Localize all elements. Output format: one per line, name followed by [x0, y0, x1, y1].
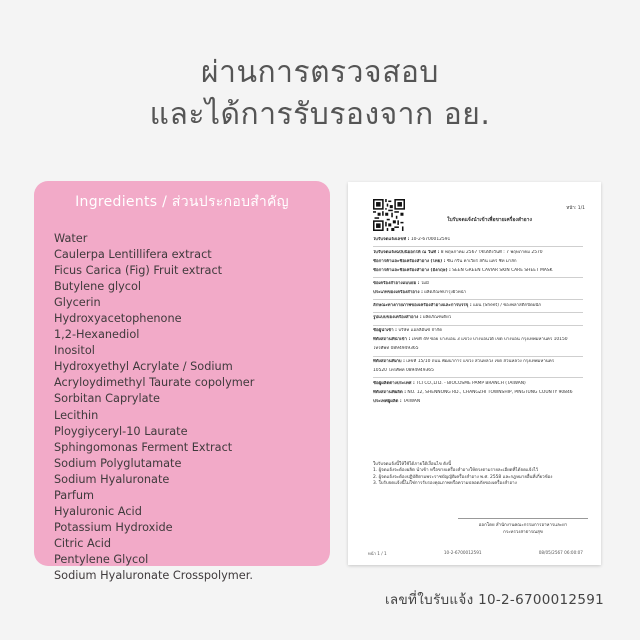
ingredient-item: Hydroxyacetophenone: [54, 312, 182, 326]
field-row: [373, 315, 583, 321]
field-row: [373, 399, 583, 405]
certificate-fields: [373, 237, 583, 409]
divider: [373, 356, 583, 357]
field-value: NO. 12, SHENNONG RD., CHANGZHI TOWNSHIP, PINGTUNG COUNTY 90846: [407, 390, 573, 396]
field-row: [373, 359, 583, 365]
field-row: [373, 328, 583, 334]
field-row: [373, 268, 583, 274]
note-heading: ใบรับจดแจ้งนี้ให้ใช้ได้ภายใต้เงื่อนไข ดังนี้: [373, 462, 452, 467]
issuer-org: สำนักงานคณะกรรมการอาหารและยา: [495, 523, 568, 528]
ingredient-item: Ficus Carica (Fig) Fruit extract: [54, 264, 223, 278]
field-value: เลขที่ 49 ซอย บางบอน 3 แขวง บางบอนใต้ เขต บางบอน กรุงเทพมหานคร 10150: [411, 337, 568, 343]
footer-number: 10-2-6700012591: [443, 550, 482, 555]
field-key: ที่ตั้งสถานที่นำเข้า :: [373, 337, 411, 343]
divider: [373, 377, 583, 378]
field-key: ชื่อผู้นำเข้า :: [373, 328, 397, 333]
note-item: 2. ผู้จดแจ้งจะต้องปฏิบัติตามพระราชบัญญัติเครื่องสำอาง พ.ศ. 2558 และกฎหมายอื่นที่เกี่ยวข้อง: [373, 474, 553, 480]
qr-code-icon: [373, 199, 405, 231]
ingredient-item: Glycerin: [54, 296, 101, 310]
divider: [373, 277, 583, 278]
note-item: 1. ผู้จดแจ้งจะต้องผลิต นำเข้า หรือขายเครื่องสำอางให้ตรงตามรายละเอียดที่ได้จดแจ้งไว้: [373, 468, 539, 474]
ingredient-item: Lecithin: [54, 408, 99, 422]
field-row: [373, 390, 583, 396]
document-footer: [368, 550, 583, 557]
ingredient-item: Ploygiyceryl-10 Laurate: [54, 424, 188, 438]
field-value: ไม่มี: [420, 280, 429, 286]
field-key: รูปแบบของเครื่องสำอาง :: [373, 315, 422, 321]
ingredient-item: Hyaluronic Acid: [54, 504, 142, 518]
ingredient-item: Potassium Hydroxide: [54, 520, 173, 534]
field-key: ชื่อการค้าและชื่อเครื่องสำอาง (ไทย) :: [373, 258, 446, 264]
field-key: ใบรับจดแจ้งเลขที่ :: [373, 237, 410, 242]
ingredient-item: Water: [54, 232, 88, 245]
ingredient-item: 1,2-Hexanediol: [54, 328, 140, 342]
field-row: [373, 303, 583, 309]
footer-timestamp: 08/05/2567 06:00:07: [538, 550, 583, 555]
field-value: TAIWAN: [403, 399, 421, 405]
issuer-label: ออกโดย: [478, 523, 495, 528]
field-value: SEEN GREEN CAVIAR SKIN CARE SHEET MASK: [452, 268, 553, 274]
notification-number: เลขที่ใบรับแจ้ง 10-2-6700012591: [385, 592, 604, 608]
certificate-document: [348, 182, 601, 565]
ingredient-item: Sodium Hyaluronate: [54, 472, 170, 486]
field-row: [373, 290, 583, 296]
divider: [373, 299, 583, 300]
field-key: ประเทศผู้ผลิต :: [373, 399, 402, 405]
issuer-signature-block: [458, 518, 588, 535]
ingredient-item: Hydroxyethyl Acrylate / Sodium: [54, 360, 233, 374]
field-row: [373, 281, 583, 287]
headline: [0, 52, 640, 136]
divider: [373, 325, 583, 326]
page-number: หน้า: 1/1: [566, 206, 585, 211]
field-key: ข้อเครื่องสำอางแบบย่อ :: [373, 280, 420, 286]
ingredient-item: Pentylene Glycol: [54, 552, 149, 566]
field-value: ผลิตภัณฑ์บำรุงผิวหน้า: [424, 289, 467, 295]
headline-line-1: ผ่านการตรวจสอบ: [201, 55, 439, 90]
field-row: [373, 381, 583, 387]
field-row: [373, 259, 583, 265]
field-key: ชื่อการค้าและชื่อเครื่องสำอาง (อังกฤษ) :: [373, 268, 451, 274]
field-row: [373, 337, 583, 343]
ingredient-item: Sodium Hyaluronate Crosspolymer.: [54, 568, 253, 582]
field-key: ใบรับจดแจ้งฉบับนี้ออกให้ ณ วันที่ :: [373, 249, 440, 255]
document-title: ใบรับจดแจ้งนำเข้าเพื่อขายเครื่องสำอาง: [447, 217, 532, 223]
field-value: 8 พฤษภาคม 2567 ใช้ได้ถึงวันที่ : 7 พฤษภาคม 2570: [440, 249, 543, 255]
ingredient-item: Citric Acid: [54, 536, 112, 550]
field-row: [373, 346, 583, 352]
field-key: ประเภทของเครื่องสำอาง :: [373, 289, 423, 295]
divider: [373, 312, 583, 313]
field-key: ชื่อผู้ผลิตต่างประเทศ :: [373, 380, 415, 386]
conditions-notes: [373, 462, 583, 488]
field-value: 10520 โทรศัพท์ 0894949365: [373, 368, 434, 374]
ingredient-item: Sphingomonas Ferment Extract: [54, 440, 233, 454]
ingredients-card: [34, 181, 330, 582]
field-row: [373, 250, 583, 256]
field-value: TCI CO.,LTD. - BIOCOSME PAMP BRANCH (TAIWAN): [416, 380, 526, 386]
ingredients-title: Ingredients / ส่วนประกอบสำคัญ: [75, 194, 289, 210]
field-key: ที่ตั้งสถานที่ผลิต :: [373, 390, 406, 396]
note-item: 3. ใบรับจดแจ้งนี้ไม่ใช่การรับรองคุณภาพหรือความปลอดภัยของเครื่องสำอาง: [373, 481, 517, 487]
ingredient-item: Caulerpa Lentillifera extract: [54, 248, 212, 262]
headline-line-2: และได้การรับรองจาก อย.: [149, 97, 491, 132]
field-value: โทรศัพท์ 0894949365: [373, 346, 419, 352]
ingredient-item: Sorbitan Caprylate: [54, 392, 160, 406]
field-value: ซีน กรีน คาเวียร์ สกิน แคร์ ชีท มาส์ก: [446, 258, 517, 264]
ingredient-item: Butylene glycol: [54, 280, 142, 294]
field-value: ผลิตภัณฑ์เดี่ยว: [423, 315, 452, 321]
issuer-dept: กระทรวงสาธารณสุข: [503, 530, 543, 535]
ingredients-list: [54, 231, 330, 584]
field-value: 10-2-6700012591: [410, 237, 451, 242]
issuer-line: [458, 518, 588, 528]
field-key: ที่ตั้งสถานที่เก็บ :: [373, 359, 405, 365]
field-value: บริษัท แอลลิอันซ์ จำกัด: [398, 328, 443, 333]
field-value: เลขที่ 15/10 ถนน พัฒนาการ แขวง สวนหลวง เขต สวนหลวง กรุงเทพมหานคร: [406, 359, 555, 365]
ingredient-item: Inositol: [54, 344, 95, 358]
ingredient-item: Acryloydimethyl Taurate copolymer: [54, 376, 255, 390]
field-row: [373, 368, 583, 374]
field-row: [373, 237, 583, 243]
field-value: แผ่น (Sheet) / ซองพลาสติกปิดผนึก: [473, 302, 542, 308]
ingredient-item: Sodium Polyglutamate: [54, 456, 182, 470]
ingredient-item: Parfum: [54, 488, 95, 502]
footer-page: หน้า 1 / 1: [368, 551, 387, 556]
field-key: ลักษณะทางกายภาพของเครื่องสำอางและการบรรจุ :: [373, 302, 472, 308]
divider: [373, 246, 583, 247]
